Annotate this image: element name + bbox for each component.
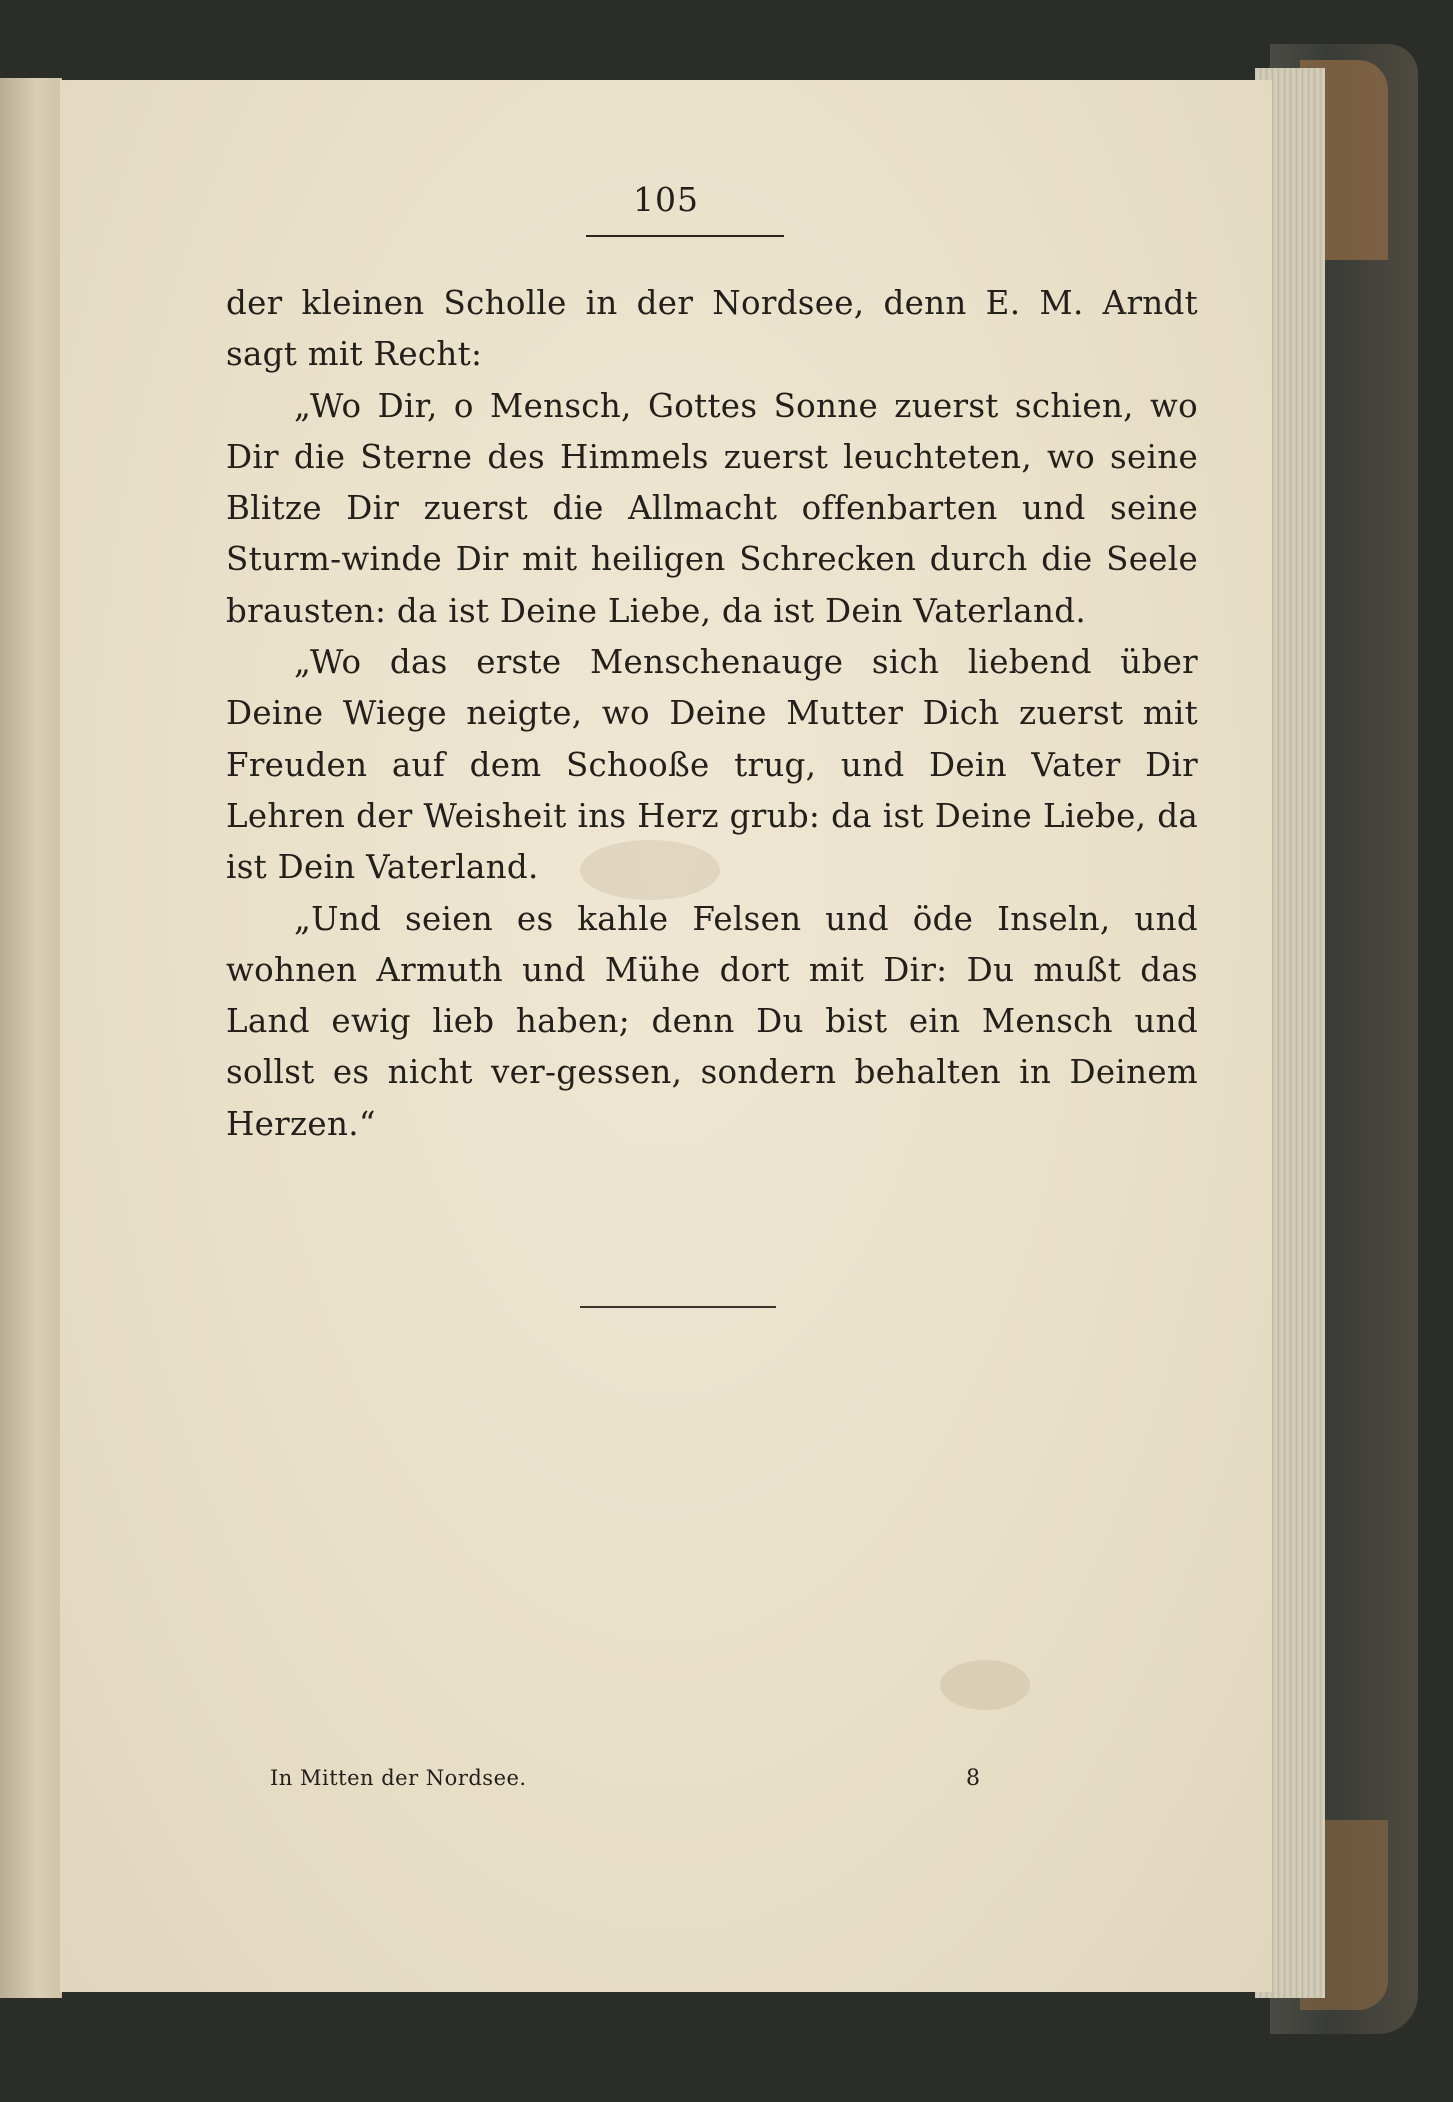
paragraph-4: „Und seien es kahle Felsen und öde Inseln, und wohnen Armuth und Mühe dort mit Dir: Du mußt das Land ewig lieb haben; denn Du bist ein Mensch und sollst es nicht ver-gessen, sondern behalten in Deinem Herzen.“ [226,899,1198,1143]
section-end-rule [580,1306,776,1308]
paper-stain [940,1660,1030,1710]
header-rule [586,235,784,237]
footer-signature-line: In Mitten der Nordsee. [270,1766,527,1790]
facing-page-edge [0,78,62,1998]
paragraph-2: „Wo Dir, o Mensch, Gottes Sonne zuerst schien, wo Dir die Sterne des Himmels zuerst leuchteten, wo seine Blitze Dir zuerst die Allmacht offenbarten und seine Sturm-winde Dir mit heiligen Schrecken durch die Seele brausten: da ist Deine Liebe, da ist Dein Vaterland. [226,386,1198,630]
paragraph-1: der kleinen Scholle in der Nordsee, denn E. M. Arndt sagt mit Recht: [226,284,1198,374]
footer-sheet-mark: 8 [966,1766,980,1791]
paragraph-3: „Wo das erste Menschenauge sich liebend über Deine Wiege neigte, wo Deine Mutter Dich zuerst mit Freuden auf dem Schooße trug, und Dein Vater Dir Lehren der Weisheit ins Herz grub: da ist Deine Liebe, da ist Dein Vaterland. [226,643,1198,887]
body-text [226,278,1198,1150]
page-number: 105 [633,180,699,219]
book-page [60,80,1272,1992]
